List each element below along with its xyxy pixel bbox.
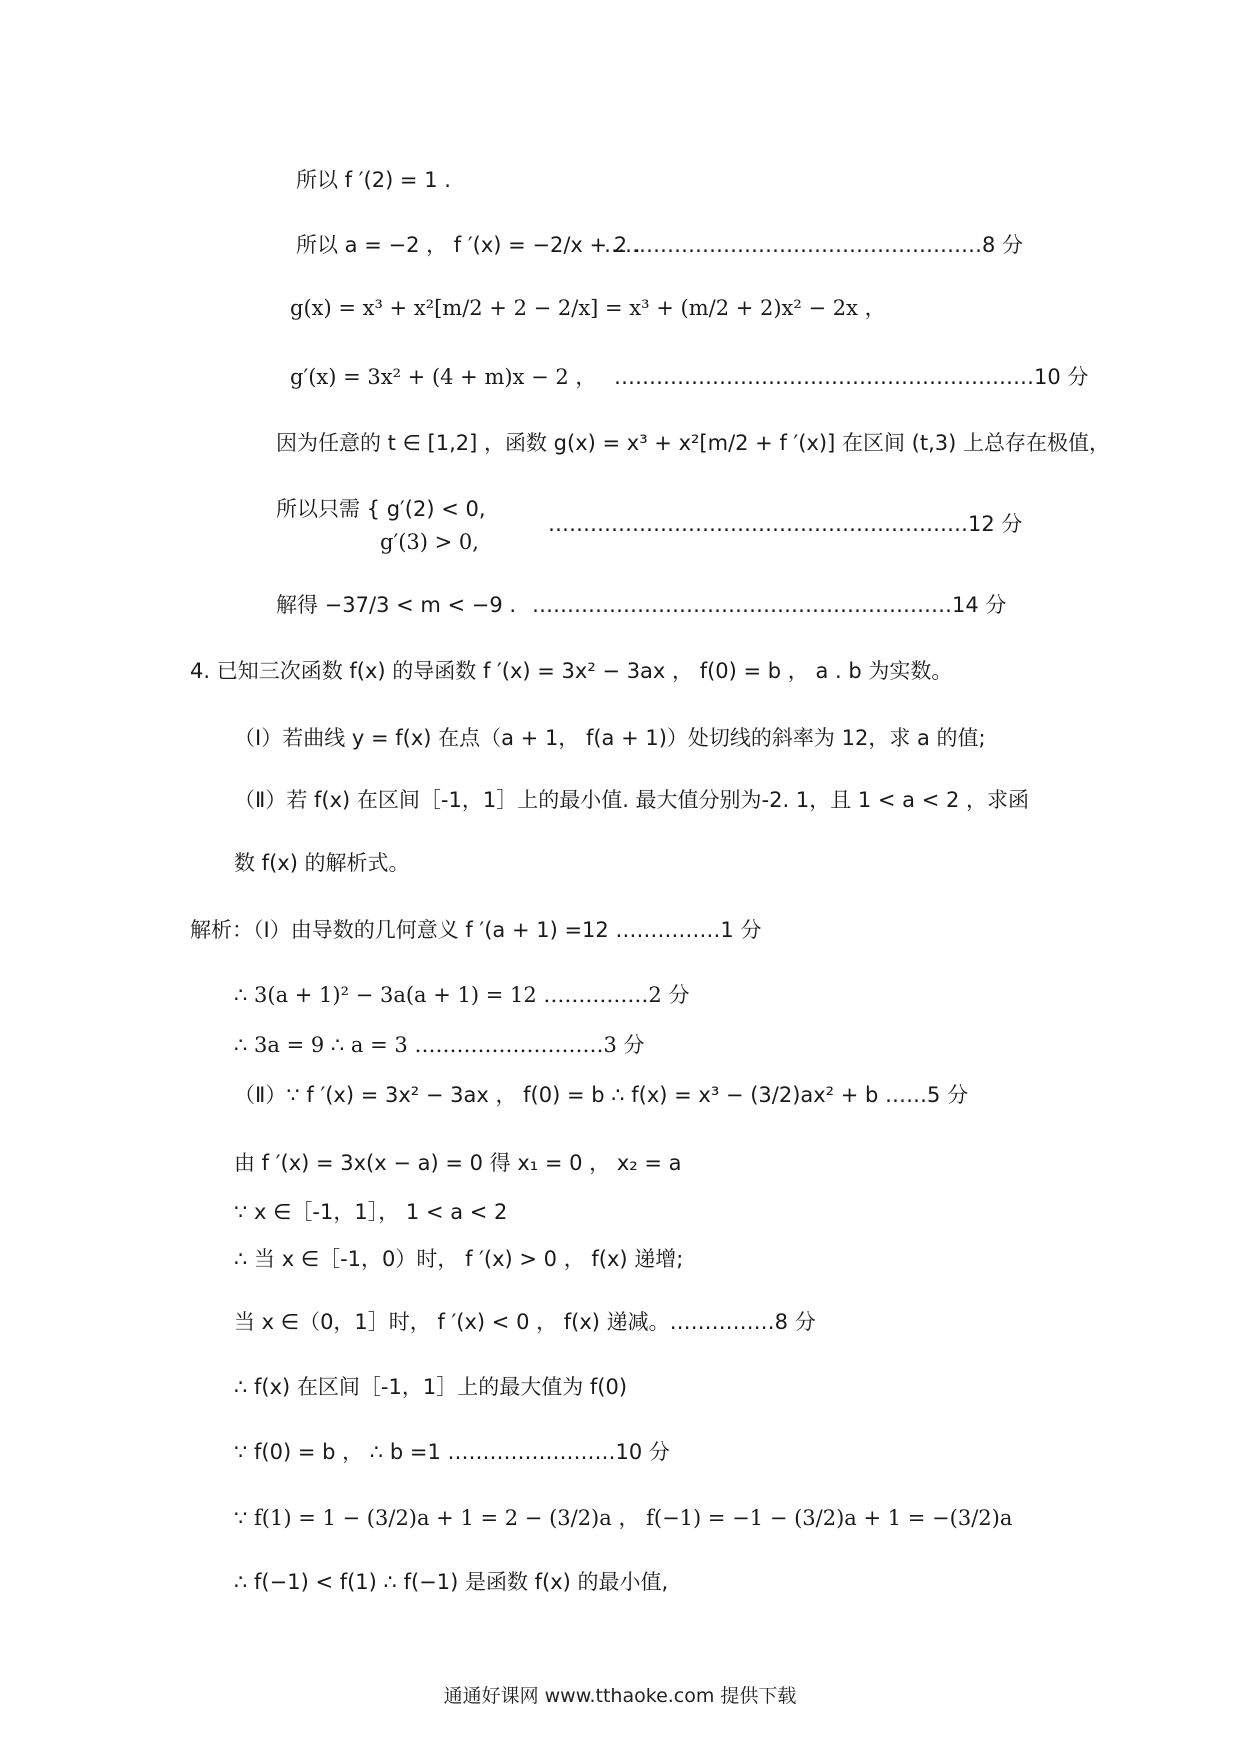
analysis-line-10: ∵ f(0) = b ， ∴ b =1 ……………………10 分	[234, 1440, 670, 1464]
solution-line-3: g(x) = x³ + x²[m/2 + 2 − 2/x] = x³ + (m/2 + 2)x² − 2x ，	[290, 296, 886, 320]
solution-line-4: g′(x) = 3x² + (4 + m)x − 2 ，	[290, 365, 597, 389]
analysis-line-8: 当 x ∈（0，1］时， f ′(x) < 0 ， f(x) 递减。……………8 分	[234, 1310, 816, 1334]
score-10: ……………………………………………………10 分	[614, 365, 1089, 389]
analysis-line-6: ∵ x ∈［-1，1］， 1 < a < 2	[234, 1200, 508, 1224]
problem-4-part-2-cont: 数 f(x) 的解析式。	[234, 851, 410, 875]
analysis-line-7: ∴ 当 x ∈［-1，0）时， f ′(x) > 0 ， f(x) 递增;	[234, 1247, 684, 1271]
problem-4-part-2: （Ⅱ）若 f(x) 在区间［-1，1］上的最小值. 最大值分别为-2. 1，且 1 < a < 2 ，求函	[234, 788, 1030, 812]
score-8: ………………………………………………8 分	[604, 233, 1024, 257]
analysis-line-9: ∴ f(x) 在区间［-1，1］上的最大值为 f(0)	[234, 1375, 628, 1399]
analysis-line-11: ∵ f(1) = 1 − (3/2)a + 1 = 2 − (3/2)a ， f(−1) = −1 − (3/2)a + 1 = −(3/2)a	[234, 1506, 1013, 1530]
analysis-line-2: ∴ 3(a + 1)² − 3a(a + 1) = 12 ……………2 分	[234, 983, 690, 1007]
score-12: ……………………………………………………12 分	[548, 512, 1023, 536]
solution-line-6b: g′(3) > 0,	[380, 530, 479, 554]
problem-4-part-1: （Ⅰ）若曲线 y = f(x) 在点（a + 1， f(a + 1)）处切线的斜率为 12，求 a 的值;	[234, 726, 986, 750]
solution-line-1: 所以 f ′(2) = 1 .	[296, 168, 451, 192]
analysis-line-5: 由 f ′(x) = 3x(x − a) = 0 得 x₁ = 0 ， x₂ = a	[234, 1151, 682, 1175]
analysis-line-3: ∴ 3a = 9 ∴ a = 3 ………………………3 分	[234, 1033, 645, 1057]
page-footer: 通通好课网 www.tthaoke.com 提供下载	[443, 1685, 797, 1707]
problem-4-statement: 4. 已知三次函数 f(x) 的导函数 f ′(x) = 3x² − 3ax ， f(0) = b ， a . b 为实数。	[190, 659, 953, 683]
solution-line-6a: 所以只需 { g′(2) < 0,	[276, 497, 486, 521]
solution-line-5: 因为任意的 t ∈ [1,2] ，函数 g(x) = x³ + x²[m/2 + f ′(x)] 在区间 (t,3) 上总存在极值，	[276, 431, 1110, 455]
solution-line-2: 所以 a = −2 ， f ′(x) = −2/x + 2 .	[296, 233, 641, 257]
solution-line-7: 解得 −37/3 < m < −9 .	[276, 593, 517, 617]
analysis-line-12: ∴ f(−1) < f(1) ∴ f(−1) 是函数 f(x) 的最小值,	[234, 1570, 669, 1594]
analysis-line-1: 解析：（Ⅰ）由导数的几何意义 f ′(a + 1) =12 ……………1 分	[190, 918, 762, 942]
score-14: ……………………………………………………14 分	[532, 593, 1007, 617]
analysis-line-4: （Ⅱ）∵ f ′(x) = 3x² − 3ax ， f(0) = b ∴ f(x) = x³ − (3/2)ax² + b ……5 分	[234, 1083, 969, 1107]
